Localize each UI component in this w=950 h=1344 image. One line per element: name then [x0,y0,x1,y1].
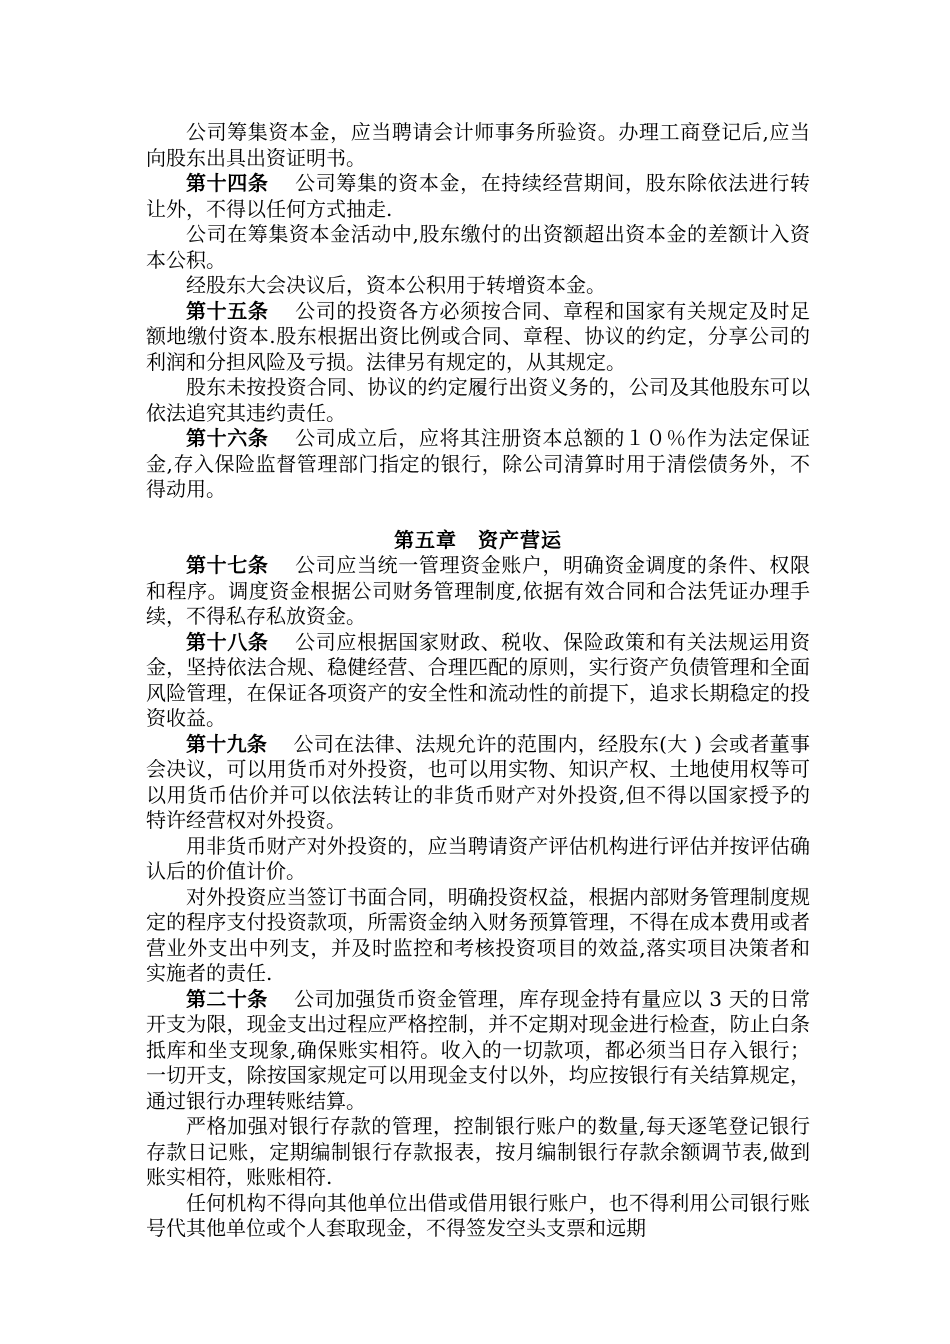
article-paragraph [146,987,810,1115]
body-paragraph [146,375,810,426]
body-paragraph [146,834,810,885]
article-paragraph [146,553,810,630]
article-number: 第十五条 [186,298,269,323]
article-number: 第十九条 [186,731,268,756]
paragraph-text: 公司在法律、法规允许的范围内，经股东(大 ) 会或者董事会决议，可以用货币对外投资，也可以用实物、知识产权、土地使用权等可以用货币估价并可以依法转让的非货币财产对外投资,但不得以国家授予的特许经营权对外投资。 [146,731,810,832]
article-number: 第十六条 [186,426,269,450]
article-paragraph [146,732,810,834]
paragraph-text: 严格加强对银行存款的管理，控制银行账户的数量,每天逐笔登记银行存款日记账，定期编制银行存款报表，按月编制银行存款余额调节表,做到账实相符，账账相符. [146,1114,810,1189]
paragraph-text: 公司在筹集资本金活动中,股东缴付的出资额超出资本金的差额计入资本公积。 [146,222,810,272]
article-paragraph [146,299,810,376]
body-paragraph [146,1114,810,1191]
paragraph-text: 股东未按投资合同、协议的约定履行出资义务的，公司及其他股东可以依法追究其违约责任。 [146,375,810,425]
paragraph-text: 任何机构不得向其他单位出借或借用银行账户，也不得利用公司银行账号代其他单位或个人套取现金，不得签发空头支票和远期 [146,1190,810,1240]
paragraph-text: 用非货币财产对外投资的，应当聘请资产评估机构进行评估并按评估确认后的价值计价。 [146,833,810,883]
paragraph-text: 公司的投资各方必须按合同、章程和国家有关规定及时足额地缴付资本.股东根据出资比例或合同、章程、协议的约定，分享公司的利润和分担风险及亏损。法律另有规定的，从其规定。 [146,298,811,374]
article-number: 第二十条 [186,986,268,1011]
body-paragraph [146,273,810,299]
paragraph-text: 对外投资应当签订书面合同，明确投资权益，根据内部财务管理制度规定的程序支付投资款项，所需资金纳入财务预算管理，不得在成本费用或者营业外支出中列支，并及时监控和考核投资项目的效益,落实项目决策者和实施者的责任. [146,884,810,985]
paragraph-text: 公司筹集的资本金，在持续经营期间，股东除依法进行转让外，不得以任何方式抽走. [146,171,811,221]
article-number: 第十四条 [186,171,269,195]
body-paragraph [146,222,810,273]
paragraph-text: 公司应根据国家财政、税收、保险政策和有关法规运用资金，坚持依法合规、稳健经营、合理匹配的原则，实行资产负债管理和全面风险管理，在保证各项资产的安全性和流动性的前提下，追求长期稳定的投资收益。 [146,629,811,730]
body-paragraph [146,1191,810,1242]
chapter-title: 第五章 资产营运 [394,527,562,552]
article-number: 第十七条 [186,553,269,577]
body-paragraph [146,885,810,987]
paragraph-text: 公司筹集资本金，应当聘请会计师事务所验资。办理工商登记后,应当向股东出具出资证明书。 [146,120,810,170]
paragraph-text: 经股东大会决议后，资本公积用于转增资本金。 [186,273,606,297]
document-page [146,120,810,1242]
paragraph-text: 公司加强货币资金管理，库存现金持有量应以 3 天的日常开支为限，现金支出过程应严格控制，并不定期对现金进行检查，防止白条抵库和坐支现象,确保账实相符。收入的一切款项，都必须当日存入银行；一切开支，除按国家规定可以用现金支付以外，均应按银行有关结算规定，通过银行办理转账结算。 [146,986,811,1113]
article-paragraph [146,171,810,222]
body-paragraph [146,120,810,171]
paragraph-text: 公司应当统一管理资金账户，明确资金调度的条件、权限和程序。调度资金根据公司财务管理制度,依据有效合同和合法凭证办理手续，不得私存私放资金。 [146,553,811,628]
article-number: 第十八条 [186,629,269,654]
paragraph-text: 公司成立后，应将其注册资本总额的１０％作为法定保证金,存入保险监督管理部门指定的银行，除公司清算时用于清偿债务外，不得动用。 [146,426,811,501]
article-paragraph [146,426,810,503]
article-paragraph [146,630,810,732]
article-section-asset-operation [146,553,810,1242]
article-section-capital [146,120,810,503]
